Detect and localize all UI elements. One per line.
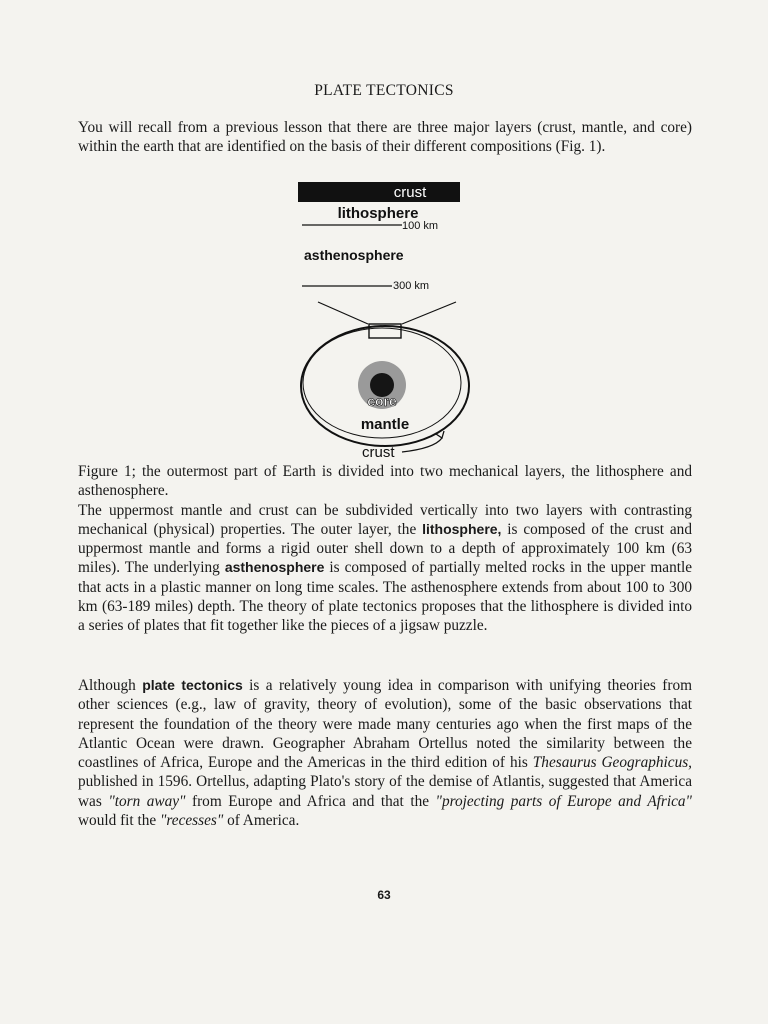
p2-text-1: The uppermost mantle and crust can be subdivided vertically into two layers with contrasting mechanical (physical) properties. The outer layer, the <box>78 501 692 538</box>
page-number: 63 <box>377 888 391 902</box>
intro-paragraph: You will recall from a previous lesson that there are three major layers (crust, mantle, and core) within the earth that are identified on the basis of their different compositions (Fig. 1). <box>78 119 692 156</box>
p3-text-4: from Europe and Africa and that the <box>185 792 436 810</box>
figure-label-lithosphere: lithosphere <box>337 205 419 222</box>
p3-text-2: is a relatively young idea in comparison with unifying theories from other sciences (e.g., law of gravity, theory of evolution), some of the basic observations that represent the foundation of the theory were made many centuries ago when the first maps of the Atlantic Ocean were drawn. Geographer Abraham Ortellus noted the similarity between the coastlines of Africa, Europe and the Americas in the third edition of his <box>78 677 692 772</box>
figure-label-crust-bottom: crust <box>362 444 395 461</box>
figure-label-core: core <box>367 393 397 409</box>
zoom-line-left <box>318 302 368 324</box>
paragraph-plate-tectonics <box>78 676 692 830</box>
figure-label-300km: 300 km <box>393 280 430 292</box>
term-asthenosphere: asthenosphere <box>224 559 325 576</box>
term-lithosphere: lithosphere, <box>422 520 502 537</box>
quote-recesses: "recesses" <box>160 812 224 830</box>
page-title: PLATE TECTONICS <box>314 82 454 99</box>
figure-caption: Figure 1; the outermost part of Earth is divided into two mechanical layers, the lithosphere and asthenosphere. <box>78 463 692 500</box>
book-title: Thesaurus Geographicus, <box>532 754 692 772</box>
figure-label-asthenosphere: asthenosphere <box>304 247 404 263</box>
p3-text-1: Although <box>78 677 143 694</box>
quote-torn-away: "torn away" <box>108 792 186 810</box>
figure-label-crust-top: crust <box>393 184 427 201</box>
figure-earth-layers <box>290 178 480 462</box>
p3-text-5: would fit the <box>78 812 160 830</box>
p2-text-3: is composed of partially melted rocks in the upper mantle that acts in a plastic manner on long time scales. The asthenosphere extends from about 100 to 300 km (63-189 miles) depth. The theory of plate tectonics proposes that the lithosphere is divided into a series of plates that fit together like the pieces of a jigsaw puzzle. <box>78 559 693 635</box>
figure-label-100km: 100 km <box>402 220 439 232</box>
quote-projecting-parts: "projecting parts of Europe and Africa" <box>435 792 692 810</box>
p3-text-6: of America. <box>223 812 300 830</box>
zoom-line-right <box>402 302 456 324</box>
p2-text-2: is composed of the crust and uppermost mantle and forms a rigid outer shell down to a depth of approximately 100 km (63 miles). The underlying <box>78 520 692 577</box>
term-plate-tectonics: plate tectonics <box>142 677 243 693</box>
crust-bar <box>298 182 460 202</box>
p3-text-3: published in 1596. Ortellus, adapting Plato's story of the demise of Atlantis, suggested that America was <box>78 773 692 810</box>
paragraph-lithosphere <box>78 462 692 636</box>
figure-label-mantle: mantle <box>360 416 410 433</box>
